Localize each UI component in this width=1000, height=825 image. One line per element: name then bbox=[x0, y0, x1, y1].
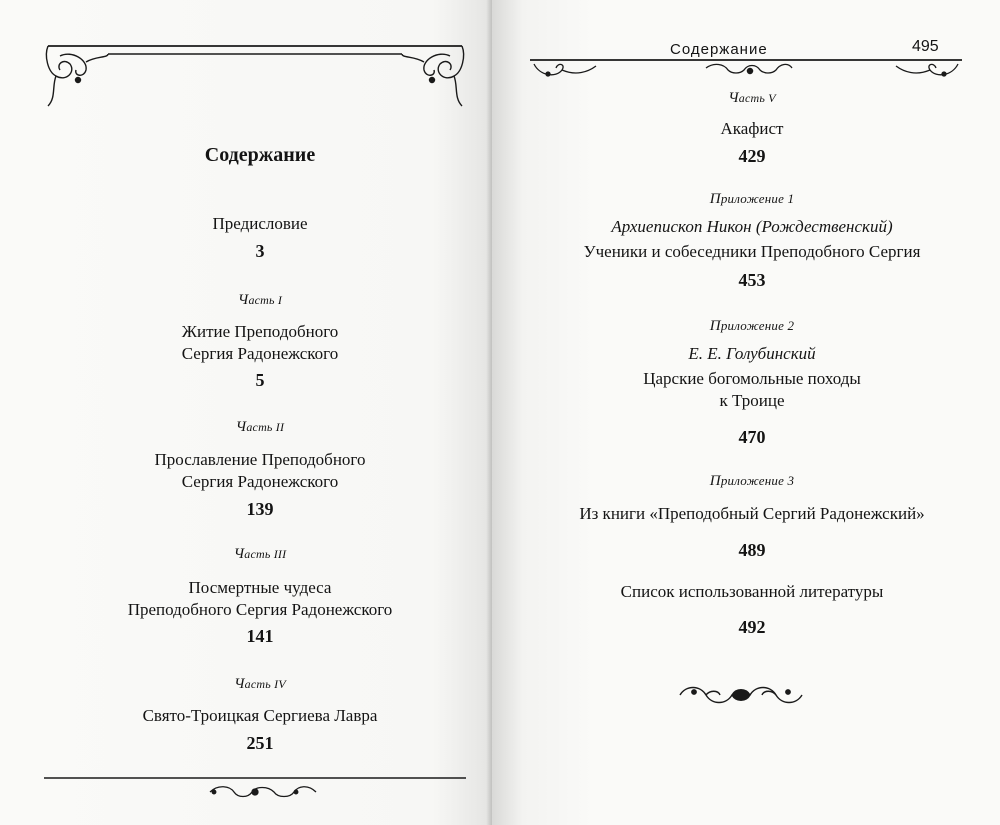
right-page bbox=[492, 0, 1000, 825]
toc-part-label: Часть II bbox=[235, 419, 285, 435]
toc-entry-title-line2: к Троице bbox=[719, 391, 785, 410]
toc-entry-page: 429 bbox=[738, 146, 766, 166]
toc-entry-title: Предисловие bbox=[212, 214, 308, 233]
toc-appendix-label: Приложение 3 bbox=[709, 473, 795, 489]
left-page bbox=[0, 0, 492, 825]
toc-entry-page: 489 bbox=[738, 540, 766, 560]
toc-part-label: Часть I bbox=[237, 292, 283, 308]
page-number: 495 bbox=[912, 38, 939, 55]
toc-entry-title-line2: Сергия Радонежского bbox=[181, 344, 339, 363]
toc-entry-title-line2: Преподобного Сергия Радонежского bbox=[127, 600, 393, 619]
toc-entry-title-line1: Прославление Преподобного bbox=[154, 450, 366, 469]
top-rule-ornament-icon bbox=[526, 58, 966, 88]
toc-entry-page: 492 bbox=[738, 617, 766, 637]
toc-entry-title-line2: Сергия Радонежского bbox=[181, 472, 339, 491]
toc-part-label: Часть IV bbox=[234, 676, 286, 692]
toc-entry-page: 470 bbox=[738, 427, 766, 447]
closing-ornament-icon bbox=[676, 680, 806, 710]
toc-entry-title: Из книги «Преподобный Сергий Радонежский» bbox=[579, 504, 925, 523]
running-head: Содержание bbox=[670, 41, 768, 58]
toc-entry-author: Архиепископ Никон (Рождественский) bbox=[611, 217, 893, 236]
toc-part-label: Часть III bbox=[233, 546, 287, 562]
toc-entry-page: 251 bbox=[246, 733, 274, 753]
toc-part-label: Часть V bbox=[728, 90, 776, 106]
toc-entry-author: Е. Е. Голубинский bbox=[688, 344, 816, 363]
toc-appendix-label: Приложение 1 bbox=[709, 191, 795, 207]
toc-entry-page: 141 bbox=[246, 626, 274, 646]
toc-entry-page: 453 bbox=[738, 270, 766, 290]
toc-entry-page: 3 bbox=[255, 241, 265, 261]
toc-entry-title-line1: Житие Преподобного bbox=[181, 322, 339, 341]
toc-entry-title: Список использованной литературы bbox=[620, 582, 884, 601]
toc-entry-title: Акафист bbox=[720, 119, 784, 138]
toc-entry-page: 5 bbox=[255, 370, 265, 390]
toc-appendix-label: Приложение 2 bbox=[709, 318, 795, 334]
toc-entry-title: Ученики и собеседники Преподобного Сергия bbox=[583, 242, 921, 261]
top-frame-ornament-icon bbox=[38, 32, 472, 112]
toc-entry-title-line1: Посмертные чудеса bbox=[188, 578, 332, 597]
toc-entry-title-line1: Царские богомольные походы bbox=[643, 369, 861, 388]
toc-entry-page: 139 bbox=[246, 499, 274, 519]
toc-heading: Содержание bbox=[204, 144, 316, 166]
toc-entry-title: Свято-Троицкая Сергиева Лавра bbox=[142, 706, 378, 725]
bottom-rule-ornament-icon bbox=[38, 772, 472, 806]
